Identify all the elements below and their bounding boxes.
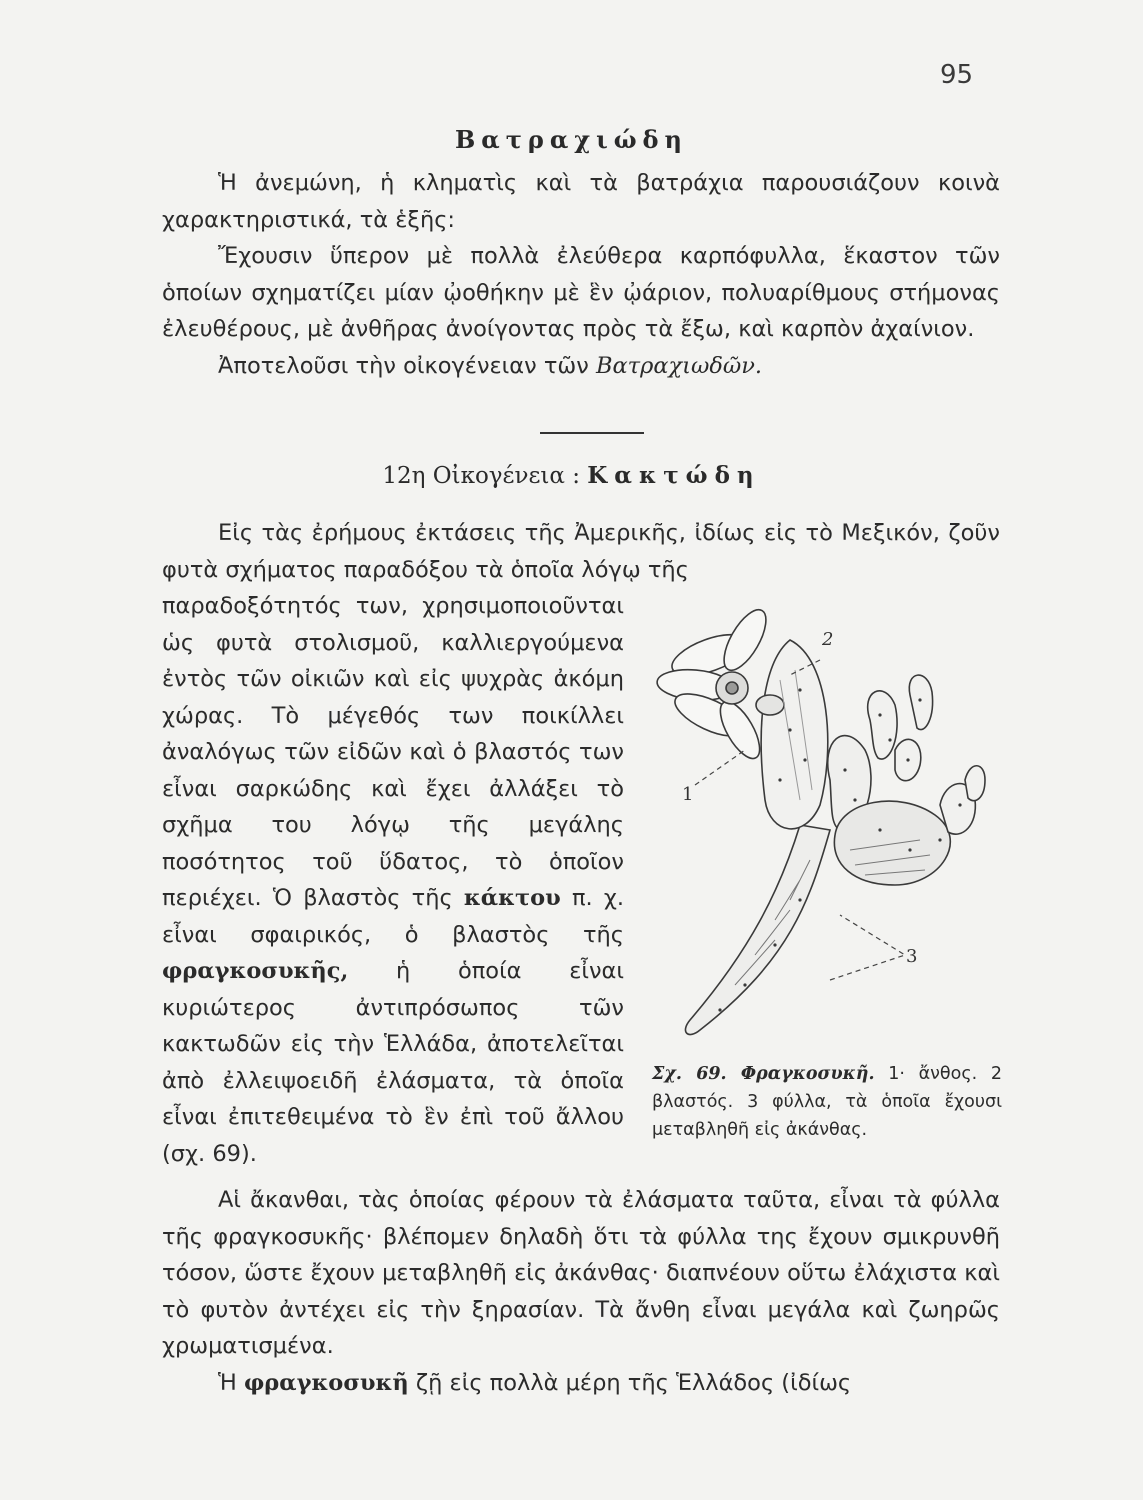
section2-bottom: [162, 1182, 1000, 1401]
caption-title: Σχ. 69. Φραγκοσυκῆ.: [652, 1064, 875, 1084]
figure-caption: [652, 1060, 1002, 1144]
figure-label-1: 1: [682, 784, 694, 805]
paragraph: [162, 1365, 1000, 1402]
figure-cactus: [640, 600, 1000, 1050]
text-run: παραδοξότητός των, χρησιμοποιοῦνται ὡς φυτὰ στολισμοῦ, καλλιεργούμενα ἐντὸς τῶν οἰκιῶν καὶ εἰς ψυχρὰς ἀκόμη χώρας. Τὸ μέγεθός των ποικίλλει ἀναλόγως τῶν εἰδῶν καὶ ὁ βλαστός των εἶναι σαρκώδης καὶ ἔχει ἀλλάξει τὸ σχῆμα του λόγῳ τῆς μεγάλης ποσότητος τοῦ ὕδατος, τὸ ὁποῖον περιέχει. Ὁ βλαστὸς τῆς: [162, 593, 624, 911]
paragraph: Ἔχουσιν ὕπερον μὲ πολλὰ ἐλεύθερα καρπόφυλλα, ἕκαστον τῶν ὁποίων σχηματίζει μίαν ᾠοθήκην μὲ ἓν ᾠάριον, πολυαρίθμους στήμονας ἐλευθέρους, μὲ ἀνθῆρας ἀνοίγοντας πρὸς τὰ ἔξω, καὶ καρπὸν ἀχαίνιον.: [162, 243, 1000, 342]
heading-prefix: 12η Οἰκογένεια :: [382, 463, 580, 489]
paragraph: Αἱ ἄκανθαι, τὰς ὁποίας φέρουν τὰ ἐλάσματα ταῦτα, εἶναι τὰ φύλλα τῆς φραγκοσυκῆς· βλέπομεν δηλαδὴ ὅτι τὰ φύλλα της ἔχουν σμικρυνθῆ τόσον, ὥστε ἔχουν μεταβληθῆ εἰς ἀκάνθας· διαπνέουν οὕτω ἐλάχιστα καὶ τὸ φυτὸν ἀντέχει εἰς τὴν ξηρασίαν. Τὰ ἄνθη εἶναι μεγάλα καὶ ζωηρῶς χρωματισμένα.: [162, 1187, 1000, 1359]
prickly-pear-cactus-icon: [640, 600, 1000, 1050]
paragraph: Εἰς τὰς ἐρήμους ἐκτάσεις τῆς Ἀμερικῆς, ἰδίως εἰς τὸ Μεξικόν, ζοῦν φυτὰ σχήματος παραδόξου τὰ ὁποῖα λόγῳ τῆς: [162, 520, 1000, 583]
page-number: 95: [940, 60, 974, 90]
paragraph: [162, 348, 1000, 385]
text-run: ζῇ εἰς πολλὰ μέρη τῆς Ἑλλάδος (ἰδίως: [408, 1369, 852, 1396]
section2-intro: [162, 515, 1000, 588]
figure-label-3: 3: [906, 946, 918, 967]
section-heading-kaktodi: [0, 462, 1143, 489]
paragraph: Ἡ ἀνεμώνη, ἡ κληματὶς καὶ τὰ βατράχια παρουσιάζουν κοινὰ χαρακτηριστικά, τὰ ἑξῆς:: [162, 170, 1000, 233]
text-run: π. χ. εἶναι σφαιρικός, ὁ βλαστὸς τῆς: [162, 885, 625, 948]
section1-body: [162, 165, 1000, 384]
figure-label-2: 2: [822, 629, 834, 650]
section2-narrow-column: [162, 588, 624, 1172]
bold-term: φραγκοσυκῆ: [243, 1369, 409, 1396]
italic-term: Βατραχιωδῶν.: [595, 352, 763, 379]
bold-term: κάκτου: [463, 885, 561, 911]
section-heading-batrachiodi: Βατραχιώδη: [454, 125, 689, 154]
bold-term: φραγκοσυκῆς,: [162, 958, 349, 984]
paragraph: [162, 588, 624, 1172]
text-run: Ἀποτελοῦσι τὴν οἰκογένειαν τῶν: [218, 352, 596, 379]
caption-text: 1· ἄνθος. 2 βλαστός. 3 φύλλα, τὰ ὁποῖα ἔχουσι μεταβληθῆ εἰς ἀκάνθας.: [652, 1064, 1002, 1140]
text-run: Ἡ: [218, 1369, 244, 1396]
text-run: ἡ ὁποία εἶναι κυριώτερος ἀντιπρόσωπος τῶν κακτωδῶν εἰς τὴν Ἑλλάδα, ἀποτελεῖται ἀπὸ ἐλλειψοειδῆ ἐλάσματα, τὰ ὁποῖα εἶναι ἐπιτεθειμένα τὸ ἓν ἐπὶ τοῦ ἄλλου (σχ. 69).: [162, 958, 624, 1167]
section-divider: [540, 432, 644, 434]
heading-name: Κακτώδη: [587, 462, 761, 489]
